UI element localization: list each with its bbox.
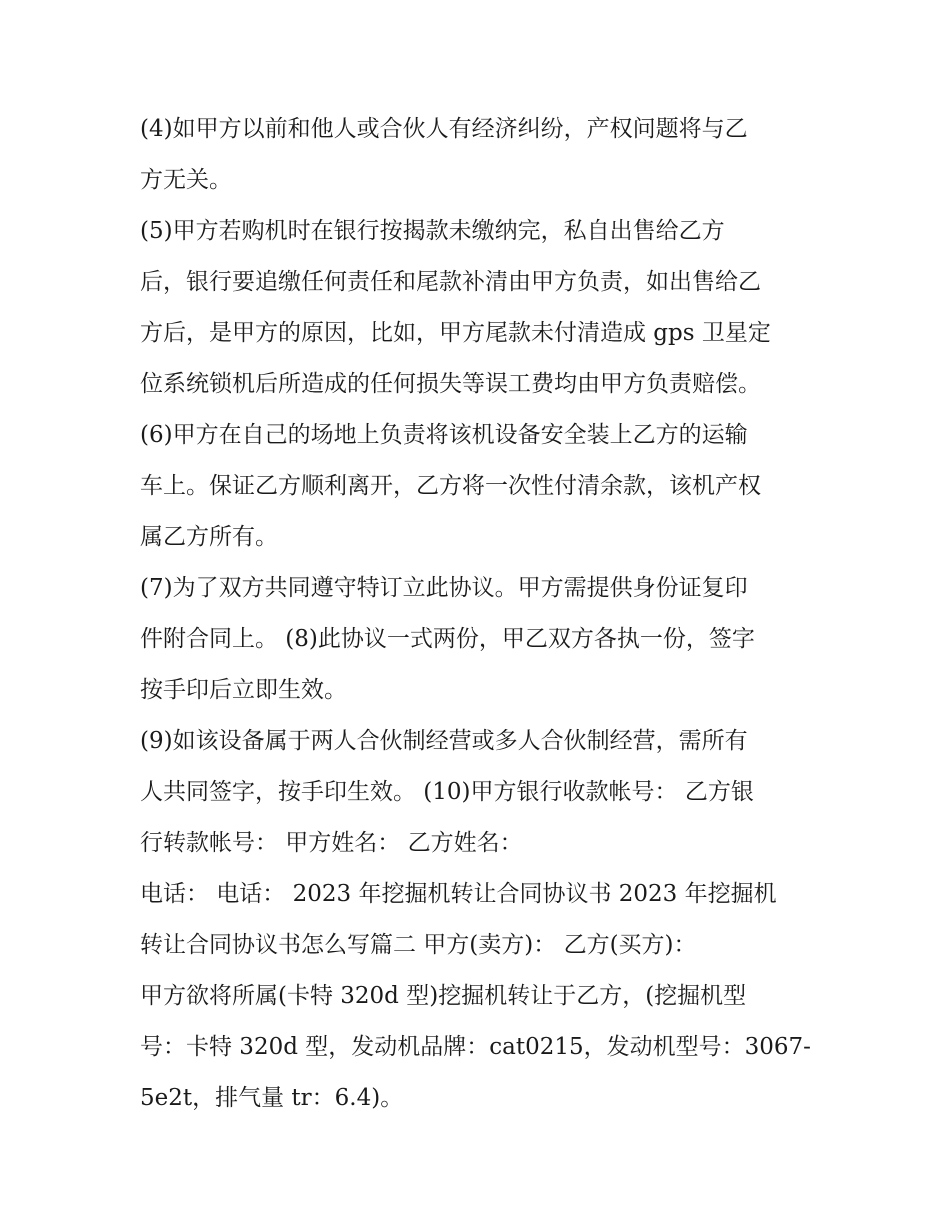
text-line: 电话： 电话： 2023 年挖掘机转让合同协议书 2023 年挖掘机	[140, 881, 777, 907]
text-line: 人共同签字，按手印生效。 (10)甲方银行收款帐号： 乙方银	[140, 779, 754, 805]
text-line: 方无关。	[140, 167, 232, 193]
text-line: (9)如该设备属于两人合伙制经营或多人合伙制经营，需所有	[140, 728, 748, 754]
text-line: 件附合同上。 (8)此协议一式两份，甲乙双方各执一份，签字	[140, 626, 755, 652]
text-line: 甲方欲将所属(卡特 320d 型)挖掘机转让于乙方，(挖掘机型	[140, 983, 747, 1009]
text-line: 号：卡特 320d 型，发动机品牌：cat0215，发动机型号：3067-	[140, 1034, 811, 1060]
text-line: (7)为了双方共同遵守特订立此协议。甲方需提供身份证复印	[140, 575, 748, 601]
text-line: 后，银行要追缴任何责任和尾款补清由甲方负责，如出售给乙	[140, 269, 761, 295]
text-line: 行转款帐号： 甲方姓名： 乙方姓名：	[140, 830, 523, 856]
document-body	[140, 104, 820, 1124]
text-line: 按手印后立即生效。	[140, 677, 347, 703]
text-line: 车上。保证乙方顺利离开，乙方将一次性付清余款，该机产权	[140, 473, 761, 499]
text-line: 转让合同协议书怎么写篇二 甲方(卖方)： 乙方(买方)：	[140, 932, 697, 958]
text-line: 5e2t，排气量 tr：6.4)。	[140, 1085, 404, 1111]
text-line: 属乙方所有。	[140, 524, 278, 550]
text-line: (4)如甲方以前和他人或合伙人有经济纠纷，产权问题将与乙	[140, 116, 748, 142]
text-line: 方后，是甲方的原因，比如，甲方尾款未付清造成 gps 卫星定	[140, 320, 771, 346]
text-line: (6)甲方在自己的场地上负责将该机设备安全装上乙方的运输	[140, 422, 748, 448]
text-line: (5)甲方若购机时在银行按揭款未缴纳完，私自出售给乙方	[140, 218, 725, 244]
text-line: 位系统锁机后所造成的任何损失等误工费均由甲方负责赔偿。	[140, 371, 761, 397]
